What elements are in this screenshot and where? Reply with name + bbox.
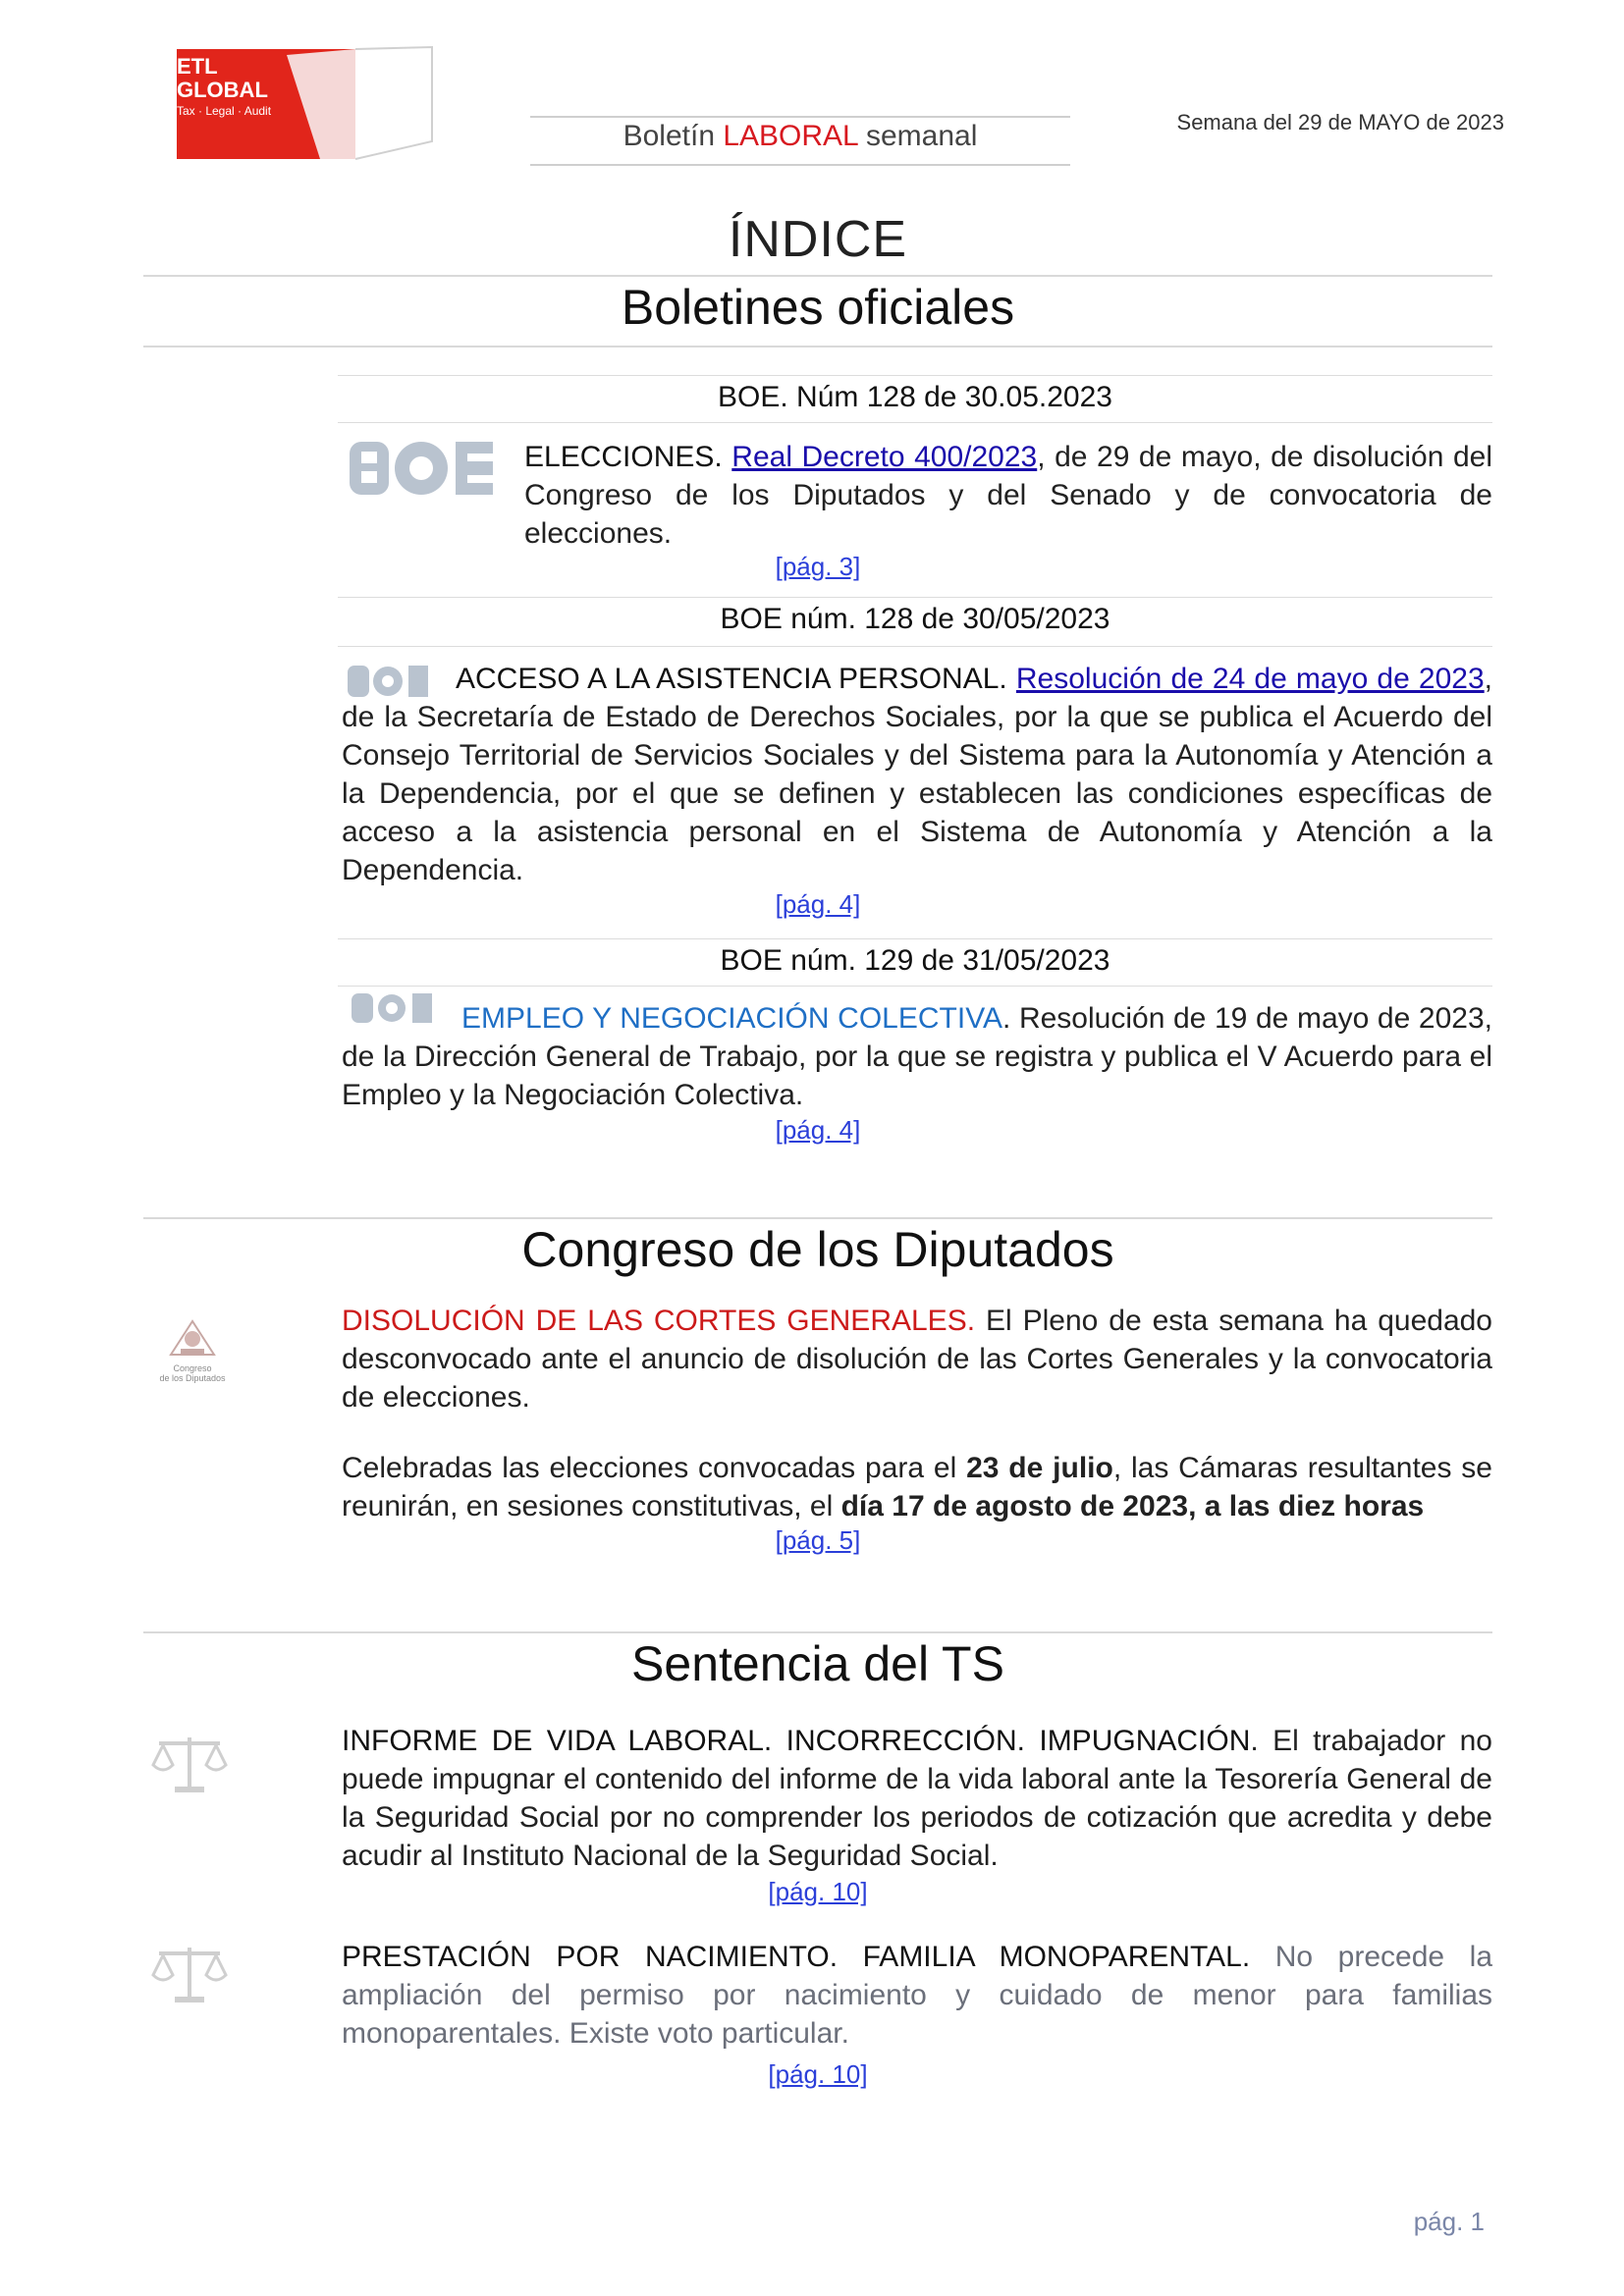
congreso-session-bold: día 17 de agosto de 2023, a las diez horas (840, 1490, 1425, 1522)
boe-item-3-text-block (342, 999, 1492, 1114)
boe-rule (338, 422, 1492, 423)
boe-item-1-line1 (524, 438, 1492, 553)
scales-icon (149, 1942, 230, 2011)
boe-item-1-page (143, 552, 1492, 582)
ts-item-1-text: . El trabajador no puede impugnar el contenido del informe de la vida laboral ante la Tesorería General de la Seguridad Social por no comprender los periodos de cotización que acredita y debe acudir al Instituto Nacional de la Seguridad Social. (342, 1725, 1492, 1872)
congreso-logo-text1: Congreso (173, 1363, 212, 1373)
page-link[interactable]: [pág. 5] (775, 1525, 861, 1555)
congreso-paragraph-1 (342, 1302, 1492, 1416)
boe-item-1-text: , de 29 de mayo, de disolución del Congreso de los Diputados y del Senado y de convocatoria de elecciones. (524, 441, 1492, 550)
congreso-text2c: , las Cámaras resultantes se reunirán, en sesiones constitutivas, el (342, 1452, 1492, 1522)
boe-logo-icon (348, 438, 495, 504)
boe-rule (338, 375, 1492, 376)
page-link[interactable]: [pág. 4] (775, 889, 861, 919)
logo-line2: GLOBAL (177, 78, 268, 102)
footer-page-number: pág. 1 (1413, 2207, 1485, 2236)
ts-item-2-text: No precede la ampliación del permiso por nacimiento y cuidado de menor para familias monoparentales. Existe voto particular. (342, 1941, 1493, 2050)
congreso-date-bold: 23 de julio (966, 1452, 1113, 1484)
section-title-congreso: Congreso de los Diputados (521, 1222, 1114, 1277)
page-link[interactable]: [pág. 10] (768, 2059, 868, 2089)
logo-line3: Tax · Legal · Audit (177, 104, 272, 118)
page-link[interactable]: [pág. 3] (775, 552, 861, 581)
boe-rule (338, 938, 1492, 939)
logo-line1: ETL (177, 54, 218, 79)
boe-rule (338, 597, 1492, 598)
congreso-text1: El Pleno de esta semana ha quedado desconvocado ante el anuncio de disolución de las Cortes Generales y la convocatoria de elecciones. (342, 1305, 1492, 1414)
boe-rule (338, 986, 1492, 987)
ts-item-2-caps: PRESTACIÓN POR NACIMIENTO. FAMILIA MONOPARENTAL. (342, 1941, 1251, 1973)
boe-item-3-caps: EMPLEO Y NEGOCIACIÓN COLECTIVA (461, 1002, 1002, 1035)
boe-item-2-link[interactable]: Resolución de 24 de mayo de 2023 (1015, 663, 1485, 695)
header-rule-bottom (530, 164, 1070, 166)
ts-item-1 (342, 1722, 1492, 1875)
boe-item-2-page (143, 889, 1492, 920)
boletin-laboral: LABORAL (723, 120, 858, 152)
ts-item-2-page (143, 2059, 1492, 2090)
ts-item-1-page (143, 1877, 1492, 1907)
header-rule-top (530, 116, 1070, 118)
page-link[interactable]: [pág. 4] (775, 1115, 861, 1145)
boe-item-2-text-block (342, 660, 1492, 889)
boletin-suffix: semanal (857, 120, 978, 152)
boe-rule (338, 646, 1492, 647)
boe-heading-3: BOE núm. 129 de 31/05/2023 (720, 944, 1110, 977)
boe-item-2-text: , de la Secretaría de Estado de Derechos Sociales, por la que se publica el Acuerdo del Consejo Territorial de Servicios Sociales y del Sistema para la Autonomía y Atención a la Dependencia, por el que se definen y establecen las condiciones específicas de acceso a la asistencia personal en el Sistema de Autonomía y Atención a la Dependencia. (342, 663, 1493, 886)
section-rule-right (338, 346, 1492, 347)
section-title-ts: Sentencia del TS (631, 1636, 1004, 1691)
boe-heading-1: BOE. Núm 128 de 30.05.2023 (718, 381, 1112, 413)
boletin-title (530, 120, 1070, 153)
section-title-boletines: Boletines oficiales (621, 280, 1015, 335)
congreso-text2a: Celebradas las elecciones convocadas para el (342, 1452, 967, 1484)
boe-item-2-caps: ACCESO A LA ASISTENCIA PERSONAL. (456, 663, 1007, 695)
week-label: Semana del 29 de MAYO de 2023 (1176, 110, 1504, 134)
scales-icon (149, 1732, 230, 1801)
boletin-prefix: Boletín (623, 120, 724, 152)
ts-item-1-caps: INFORME DE VIDA LABORAL. INCORRECCIÓN. IMPUGNACIÓN (342, 1725, 1251, 1757)
section-rule (143, 1631, 1492, 1633)
boe-item-3-page (143, 1115, 1492, 1146)
ts-item-2 (342, 1938, 1492, 2053)
congreso-logo-text2: de los Diputados (159, 1373, 226, 1383)
index-title: ÍNDICE (728, 211, 908, 268)
etl-global-logo (173, 43, 434, 163)
section-rule (143, 275, 1492, 277)
section-rule (143, 1217, 1492, 1219)
congreso-paragraph-2 (342, 1449, 1492, 1525)
section-rule-left (143, 346, 340, 347)
boe-item-1-caps: ELECCIONES. (524, 441, 723, 473)
boe-item-1-link[interactable]: Real Decreto 400/2023 (731, 441, 1038, 473)
congreso-logo-icon (153, 1315, 232, 1383)
congreso-page (143, 1525, 1492, 1556)
congreso-caps: DISOLUCIÓN DE LAS CORTES GENERALES. (342, 1305, 976, 1337)
boe-heading-2: BOE núm. 128 de 30/05/2023 (720, 603, 1110, 635)
boe-item-3-text: . Resolución de 19 de mayo de 2023, de la Dirección General de Trabajo, por la que se registra y publica el V Acuerdo para el Empleo y la Negociación Colectiva. (342, 1002, 1492, 1111)
page-link[interactable]: [pág. 10] (768, 1877, 868, 1906)
